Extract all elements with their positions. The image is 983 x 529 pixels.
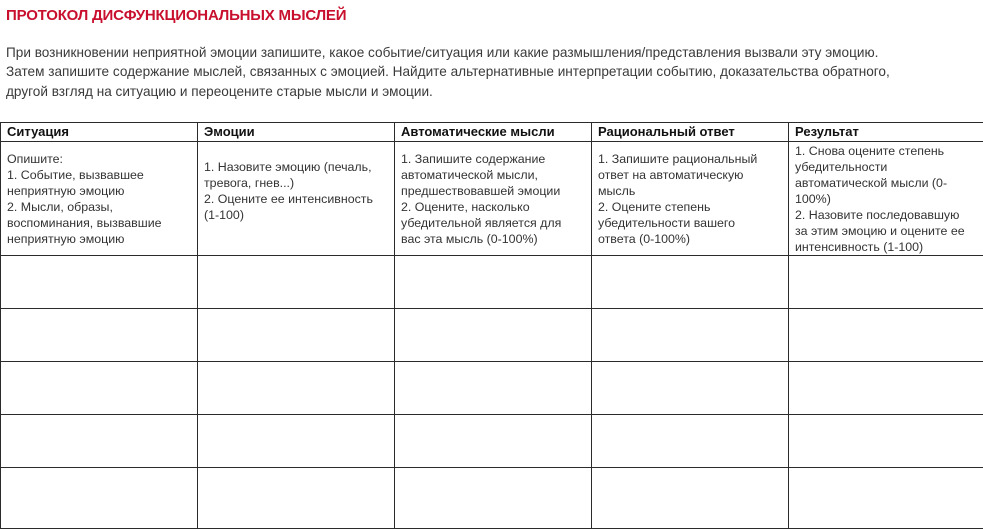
instruction-line: ответ на автоматическую: [598, 167, 784, 183]
automatic-thoughts-instructions-cell: [395, 142, 592, 256]
table-row: [1, 415, 983, 468]
rational-response-entry-cell[interactable]: [592, 362, 789, 415]
instructions-line: другой взгляд на ситуацию и переоцените старые мысли и эмоции.: [6, 82, 976, 101]
column-header-emotions: Эмоции: [198, 123, 395, 142]
automatic-thoughts-entry-cell[interactable]: [395, 362, 592, 415]
instruction-line: предшествовавшей эмоции: [401, 183, 587, 199]
emotions-entry-cell[interactable]: [198, 468, 395, 529]
instructions-line: Затем запишите содержание мыслей, связанных с эмоцией. Найдите альтернативные интерпретации событию, доказательства обратного,: [6, 62, 976, 81]
table-row: [1, 468, 983, 529]
instruction-line: убедительности: [795, 159, 980, 175]
result-entry-cell[interactable]: [789, 309, 983, 362]
situation-entry-cell[interactable]: [1, 362, 198, 415]
instruction-line: автоматической мысли,: [401, 167, 587, 183]
instruction-line: убедительной является для: [401, 215, 587, 231]
instruction-line: 2. Оцените ее интенсивность: [204, 191, 390, 207]
emotions-entry-cell[interactable]: [198, 415, 395, 468]
instructions-row: [1, 142, 983, 256]
situation-entry-cell[interactable]: [1, 309, 198, 362]
instructions-line: При возникновении неприятной эмоции запишите, какое событие/ситуация или какие размышления/представления вызвали эту эмоцию.: [6, 43, 976, 62]
instruction-line: за этим эмоцию и оцените ее: [795, 223, 980, 239]
instruction-line: 1. Назовите эмоцию (печаль,: [204, 159, 390, 175]
rational-response-entry-cell[interactable]: [592, 256, 789, 309]
table-row: [1, 309, 983, 362]
instruction-line: 2. Назовите последовавшую: [795, 207, 980, 223]
instructions-paragraph: [6, 43, 976, 101]
table-header-row: [1, 123, 983, 142]
emotions-instructions-cell: [198, 142, 395, 256]
instruction-line: 100%): [795, 191, 980, 207]
column-header-result: Результат: [789, 123, 983, 142]
instruction-line: 1. Запишите рациональный: [598, 151, 784, 167]
result-entry-cell[interactable]: [789, 468, 983, 529]
column-header-rational-response: Рациональный ответ: [592, 123, 789, 142]
automatic-thoughts-entry-cell[interactable]: [395, 415, 592, 468]
instruction-line: 2. Оцените, насколько: [401, 199, 587, 215]
emotions-entry-cell[interactable]: [198, 362, 395, 415]
instruction-line: 1. Снова оцените степень: [795, 143, 980, 159]
instruction-line: тревога, гнев...): [204, 175, 390, 191]
rational-response-entry-cell[interactable]: [592, 468, 789, 529]
instruction-line: неприятную эмоцию: [7, 231, 193, 247]
rational-response-entry-cell[interactable]: [592, 415, 789, 468]
emotions-entry-cell[interactable]: [198, 309, 395, 362]
instruction-line: 1. Событие, вызвавшее: [7, 167, 193, 183]
automatic-thoughts-entry-cell[interactable]: [395, 468, 592, 529]
instruction-line: автоматической мысли (0-: [795, 175, 980, 191]
instruction-line: ответа (0-100%): [598, 231, 784, 247]
rational-response-instructions-cell: [592, 142, 789, 256]
instruction-line: убедительности вашего: [598, 215, 784, 231]
situation-instructions-cell: [1, 142, 198, 256]
result-entry-cell[interactable]: [789, 256, 983, 309]
instruction-line: Опишите:: [7, 151, 193, 167]
result-entry-cell[interactable]: [789, 415, 983, 468]
page-title: ПРОТОКОЛ ДИСФУНКЦИОНАЛЬНЫХ МЫСЛЕЙ: [6, 7, 346, 24]
instruction-line: 1. Запишите содержание: [401, 151, 587, 167]
table-row: [1, 256, 983, 309]
instruction-line: интенсивность (1-100): [795, 239, 980, 255]
column-header-automatic-thoughts: Автоматические мысли: [395, 123, 592, 142]
table-row: [1, 362, 983, 415]
instruction-line: мысль: [598, 183, 784, 199]
instruction-line: 2. Оцените степень: [598, 199, 784, 215]
automatic-thoughts-entry-cell[interactable]: [395, 256, 592, 309]
instruction-line: воспоминания, вызвавшие: [7, 215, 193, 231]
result-instructions-cell: [789, 142, 983, 256]
result-entry-cell[interactable]: [789, 362, 983, 415]
situation-entry-cell[interactable]: [1, 468, 198, 529]
automatic-thoughts-entry-cell[interactable]: [395, 309, 592, 362]
protocol-table: [0, 122, 983, 529]
instruction-line: неприятную эмоцию: [7, 183, 193, 199]
column-header-situation: Ситуация: [1, 123, 198, 142]
emotions-entry-cell[interactable]: [198, 256, 395, 309]
situation-entry-cell[interactable]: [1, 256, 198, 309]
instruction-line: (1-100): [204, 207, 390, 223]
instruction-line: 2. Мысли, образы,: [7, 199, 193, 215]
instruction-line: вас эта мысль (0-100%): [401, 231, 587, 247]
rational-response-entry-cell[interactable]: [592, 309, 789, 362]
situation-entry-cell[interactable]: [1, 415, 198, 468]
